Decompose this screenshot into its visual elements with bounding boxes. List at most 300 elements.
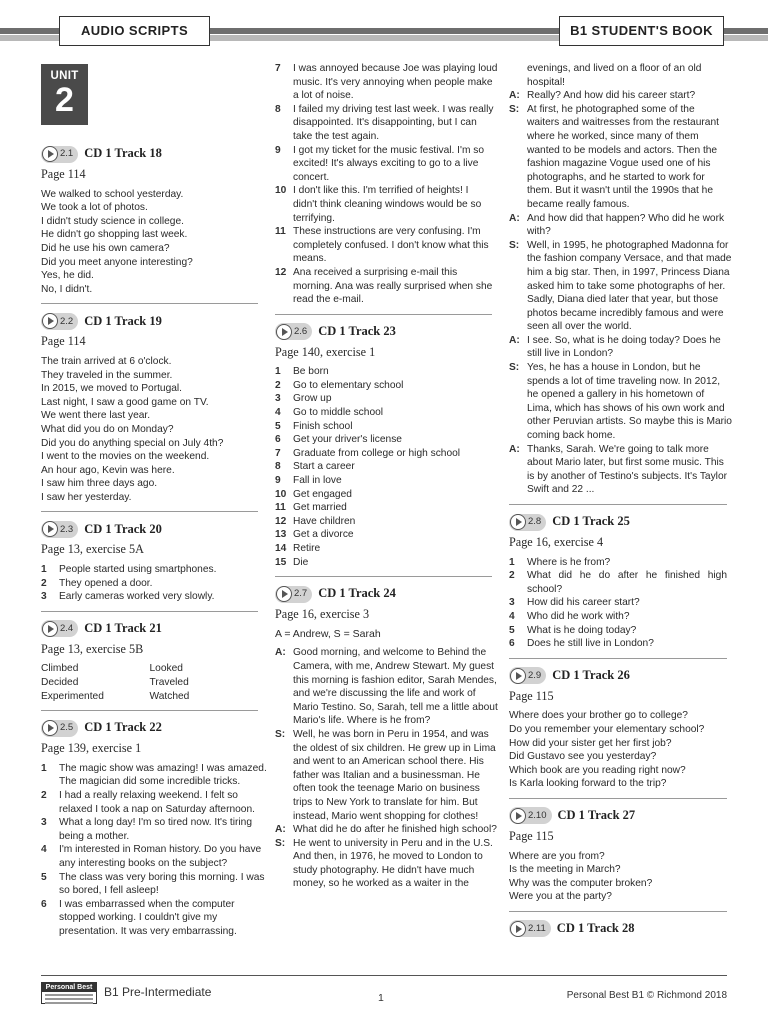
item-marker: 6: [41, 898, 47, 910]
item-text-line: being a mother.: [59, 830, 130, 842]
item-text-line: What did he do after he finished high school?: [293, 824, 497, 836]
item-text-line: I got my ticket for the music festival. I'm so: [293, 144, 485, 156]
script-line: An hour ago, Kevin was here.: [41, 464, 175, 476]
item-marker: 7: [275, 447, 281, 459]
unit-word: UNIT: [50, 70, 79, 82]
list-item: [509, 239, 732, 334]
list-item: [41, 577, 258, 591]
item-text: [293, 225, 492, 266]
list-item: [275, 542, 492, 556]
track-title: CD 1 Track 26: [552, 667, 630, 682]
personal-best-logo: [41, 982, 97, 1004]
item-marker: 5: [275, 420, 281, 432]
item-marker: 9: [275, 144, 281, 156]
track-title: CD 1 Track 18: [84, 146, 162, 161]
item-text-line: him a big star. Then, in 1997, Princess Diana: [527, 266, 730, 278]
script-line: Traveled: [149, 677, 189, 689]
item-text: Grow up: [293, 393, 332, 405]
script-line: The train arrived at 6 o'clock.: [41, 355, 172, 367]
item-text: Finish school: [293, 420, 353, 432]
item-marker: S:: [509, 362, 520, 374]
play-icon[interactable]: [42, 146, 58, 162]
script-line: evenings, and lived on a floor of an old: [527, 63, 702, 74]
script-line: Yes, he did.: [41, 270, 94, 282]
item-marker: A:: [509, 90, 520, 102]
page-reference: Page 115: [509, 828, 554, 843]
audio-pill[interactable]: 2.2: [41, 313, 78, 330]
audio-pill[interactable]: 2.11: [509, 920, 551, 937]
item-marker: 15: [275, 556, 287, 568]
item-text-line: Well, he was born in Peru in 1954, and was: [293, 728, 489, 740]
item-marker: 12: [275, 266, 287, 278]
list-item: [275, 488, 492, 502]
numbered-list: [509, 556, 727, 651]
item-text: [59, 843, 261, 870]
item-text: [59, 816, 258, 843]
list-item: [275, 515, 492, 529]
play-icon[interactable]: [510, 808, 526, 824]
item-text-line: and went to an American school there. His: [293, 756, 484, 768]
page-reference: Page 16, exercise 4: [509, 535, 604, 549]
list-item: [275, 144, 492, 185]
track-title: CD 1 Track 19: [84, 313, 162, 328]
item-marker: 1: [275, 366, 281, 378]
item-marker: 2: [275, 379, 281, 391]
list-item: [41, 843, 262, 870]
track-section-2-10: [509, 807, 727, 904]
script-line: Where does your brother go to college?: [509, 710, 688, 722]
script-line: He didn't go shopping last week.: [41, 229, 188, 241]
list-item: [275, 184, 492, 225]
play-icon[interactable]: [42, 313, 58, 329]
numbered-list: [41, 762, 267, 939]
list-item: [275, 420, 492, 434]
item-text: [293, 62, 497, 103]
list-item: [509, 443, 727, 497]
list-item: [275, 392, 492, 406]
list-item: [509, 334, 727, 361]
item-text-line: The class was very boring this morning. I was: [59, 871, 265, 883]
item-text: [59, 871, 265, 898]
script-line: Is the meeting in March?: [509, 864, 621, 876]
track-header: [41, 719, 258, 737]
item-text-line: wanted to be models and actors. Then the: [527, 144, 718, 156]
footer-divider: [41, 975, 727, 976]
script-lines: [41, 188, 258, 297]
item-text-line: morning. Ana was really surprised when she: [293, 280, 493, 292]
item-text-line: He went to university in Peru and in the U.S.: [293, 837, 493, 849]
track-title: CD 1 Track 22: [84, 720, 162, 735]
script-line: Climbed: [41, 663, 79, 675]
track-title: CD 1 Track 25: [552, 514, 630, 529]
list-item: [509, 596, 727, 610]
item-text: Where is he from?: [527, 556, 611, 568]
list-item: [275, 837, 492, 891]
script-line: Did you meet anyone interesting?: [41, 256, 193, 268]
item-marker: 10: [275, 185, 287, 197]
item-marker: A:: [275, 647, 286, 659]
item-text: [59, 898, 258, 939]
word-columns: [41, 662, 258, 703]
item-text-line: And then, in 1976, he moved to London to: [293, 851, 483, 863]
track-header: [275, 585, 492, 603]
play-icon[interactable]: [42, 521, 58, 537]
track-title: CD 1 Track 24: [318, 586, 396, 601]
item-text-line: didn't think cleaning windows would be so: [293, 198, 482, 210]
column-3: [509, 62, 732, 943]
item-text: [293, 103, 493, 144]
dialogue-continued-lines: [509, 62, 727, 89]
item-marker: 4: [41, 844, 47, 856]
divider: [509, 911, 727, 912]
track-header: [275, 323, 492, 341]
item-text-line: Mario's life. Where is he from?: [293, 715, 431, 727]
item-text: [527, 361, 732, 443]
divider: [41, 303, 258, 304]
item-text-line: Swift and 22 ...: [527, 484, 595, 496]
item-text-line: Sadly, Diana died later that year, but those: [527, 294, 719, 306]
item-text: Graduate from college or high school: [293, 447, 461, 459]
item-text-line: Yes, he has a house in London, but he: [527, 362, 701, 374]
divider: [275, 314, 492, 315]
item-text: [293, 184, 492, 225]
item-text: What did he do after he finished high school?: [527, 570, 727, 595]
item-text-line: At first, he photographed some of the: [527, 103, 695, 115]
item-marker: 5: [509, 624, 515, 636]
audio-pill[interactable]: 2.1: [41, 146, 78, 163]
list-item: [509, 569, 727, 596]
track-section-2-3: [41, 520, 258, 603]
item-text-line: became really famous.: [527, 198, 630, 210]
item-text-line: terrifying.: [293, 212, 335, 224]
dialogue-continued: [509, 89, 732, 497]
list-item: [275, 460, 492, 474]
track-section-2-5: [41, 719, 267, 938]
header-bar-left: [0, 28, 60, 42]
play-icon[interactable]: [510, 921, 526, 937]
item-text: Get engaged: [293, 488, 352, 500]
column-2: [275, 62, 498, 891]
word-column-right: [150, 662, 259, 703]
script-line: Decided: [41, 677, 79, 689]
item-text-line: I had a really relaxing weekend. I felt so: [59, 790, 238, 801]
list-item: [509, 637, 727, 651]
item-text-line: them. But it wasn't until the 1990s that he: [527, 185, 713, 197]
script-line: We went there last year.: [41, 410, 151, 422]
dialogue: [275, 646, 498, 891]
item-text-line: photos became incredibly famous and were: [527, 307, 724, 319]
play-icon[interactable]: [42, 621, 58, 637]
item-text-line: concert.: [293, 171, 330, 183]
script-lines: [41, 355, 258, 505]
item-text-line: I was annoyed because Joe was playing loud: [293, 63, 498, 74]
item-text: [293, 728, 496, 823]
script-line: Did you do anything special on July 4th?: [41, 437, 224, 449]
item-text: Early cameras worked very slowly.: [59, 591, 215, 603]
script-line: In 2015, we moved to Portugal.: [41, 383, 183, 395]
list-item: [41, 590, 258, 604]
item-text: [293, 266, 492, 307]
item-marker: 3: [275, 393, 281, 405]
item-text-line: money, so he worked as a waiter in the: [293, 878, 469, 890]
list-item: [41, 816, 258, 843]
item-text: Die: [293, 556, 309, 568]
script-lines: [509, 850, 727, 904]
item-text: Does he still live in London?: [527, 638, 654, 650]
script-line: I saw him three days ago.: [41, 478, 158, 490]
script-line: Experimented: [41, 690, 104, 702]
item-text: [59, 789, 258, 816]
script-line: Why was the computer broken?: [509, 877, 653, 889]
item-text: What is he doing today?: [527, 624, 637, 636]
audio-pill[interactable]: 2.7: [275, 586, 312, 603]
page-reference: Page 139, exercise 1: [41, 741, 142, 756]
list-item: [41, 563, 258, 577]
page-reference: Page 13, exercise 5A: [41, 542, 144, 557]
item-marker: A:: [509, 443, 520, 455]
divider: [509, 658, 727, 659]
list-item: [509, 610, 727, 624]
track-header: [509, 807, 727, 825]
divider: [509, 798, 727, 799]
item-marker: 4: [509, 610, 515, 622]
list-item: [275, 225, 492, 266]
item-text: Be born: [293, 366, 329, 378]
track-header: [509, 667, 727, 685]
list-item: [509, 89, 727, 103]
book-title-label: B1 STUDENT'S BOOK: [559, 16, 724, 46]
item-text: Who did he work with?: [527, 610, 630, 622]
list-item: [275, 728, 496, 823]
item-text-line: completely confused. I don't know what this: [293, 239, 489, 251]
script-line: Is Karla looking forward to the trip?: [509, 778, 667, 790]
item-text-line: often took the teenage Mario on business: [293, 783, 480, 795]
item-text: [293, 144, 492, 185]
page-reference: Page 16, exercise 3: [275, 607, 370, 622]
item-text-line: The magician did some incredible tricks.: [59, 776, 241, 788]
footer-copyright: Personal Best B1 © Richmond 2018: [566, 990, 727, 1001]
item-marker: A:: [275, 824, 286, 836]
track-header: [41, 312, 258, 330]
page-reference: Page 13, exercise 5B: [41, 641, 144, 656]
list-item: [41, 898, 258, 939]
script-line: Were you at the party?: [509, 891, 612, 903]
script-line: I didn't study science in college.: [41, 215, 184, 227]
track-title: CD 1 Track 21: [84, 621, 162, 636]
track-title: CD 1 Track 28: [556, 921, 635, 936]
item-marker: 1: [509, 556, 515, 568]
track-title: CD 1 Track 27: [557, 808, 636, 823]
page-reference: Page 114: [41, 167, 86, 181]
script-line: Watched: [149, 690, 190, 702]
numbered-list: [41, 563, 258, 604]
item-marker: 7: [275, 63, 281, 74]
item-text: [527, 239, 731, 334]
play-icon[interactable]: [42, 720, 58, 736]
item-text: People started using smartphones.: [59, 564, 217, 576]
item-text-line: Really? And how did his career start?: [527, 90, 696, 102]
track-section-2-7: [275, 585, 498, 891]
item-text-line: photographs, and he started to work for: [527, 171, 705, 183]
script-line: Did he use his own camera?: [41, 242, 170, 254]
item-text-line: trips to New York to translate for him. But: [293, 796, 478, 808]
item-marker: 11: [275, 226, 286, 238]
item-text-line: music. It's very annoying when people make: [293, 76, 493, 88]
item-text-line: spends a lot of time traveling now. In 2012,: [527, 375, 721, 387]
script-line: Last night, I saw a good game on TV.: [41, 396, 209, 408]
script-line: They traveled in the summer.: [41, 369, 173, 381]
item-marker: 2: [41, 577, 47, 589]
audio-pill[interactable]: 2.4: [41, 620, 78, 637]
divider: [41, 511, 258, 512]
item-marker: 1: [41, 762, 47, 774]
list-item: [275, 62, 498, 103]
play-icon[interactable]: [510, 514, 526, 530]
item-text-line: so bored, I fell asleep!: [59, 885, 159, 897]
list-item: [275, 433, 492, 447]
item-marker: A:: [509, 212, 520, 224]
list-item: [275, 447, 492, 461]
item-marker: 11: [275, 502, 286, 514]
item-text: [527, 89, 727, 103]
list-item: [509, 103, 727, 212]
script-line: Did Gustavo see you yesterday?: [509, 751, 657, 763]
script-line: Looked: [149, 663, 183, 675]
item-text-line: study photography. He didn't have much: [293, 864, 475, 876]
item-marker: A:: [509, 334, 520, 346]
item-text-line: excited! It's always exciting to go to a live: [293, 158, 479, 170]
item-text-line: read the e-mail.: [293, 294, 364, 306]
item-marker: S:: [509, 103, 520, 115]
word-column-left: [41, 662, 150, 703]
header-bar-middle: [210, 28, 559, 42]
item-text-line: fashion magazine Vogue used one of his: [527, 158, 711, 170]
header-bar-right: [724, 28, 768, 42]
item-text-line: I was embarrassed when the computer: [59, 898, 235, 910]
divider: [41, 611, 258, 612]
audio-pill[interactable]: 2.9: [509, 667, 546, 684]
logo-text: Personal Best: [42, 983, 96, 992]
footer-level: B1 Pre-Intermediate: [104, 985, 212, 999]
item-marker: 1: [41, 564, 47, 576]
item-text-line: any interesting books on the subject?: [59, 857, 228, 869]
item-marker: 14: [275, 543, 287, 554]
item-marker: 3: [509, 597, 515, 609]
item-marker: 3: [41, 817, 47, 829]
item-marker: 2: [509, 570, 515, 582]
list-item: [41, 871, 265, 898]
script-line: Where are you from?: [509, 850, 605, 862]
play-icon[interactable]: [510, 668, 526, 684]
item-text: [527, 334, 727, 361]
list-item: [275, 501, 492, 515]
track-section-2-4: [41, 620, 258, 703]
item-text-line: where he worked, since many of them: [527, 130, 699, 142]
item-text-line: I don't like this. I'm terrified of heights! I: [293, 185, 469, 197]
track-header: [41, 620, 258, 638]
item-marker: 8: [275, 461, 281, 473]
item-text-line: I failed my driving test last week. I was really: [293, 103, 494, 115]
script-line: We took a lot of photos.: [41, 202, 148, 214]
audio-pill[interactable]: 2.10: [509, 807, 552, 824]
item-text-line: stopped working. I couldn't give my: [59, 912, 218, 924]
script-lines: [509, 709, 727, 791]
item-marker: 4: [275, 407, 281, 419]
item-text: Get a divorce: [293, 529, 354, 541]
item-text-line: The magic show was amazing! I was amazed.: [59, 762, 267, 774]
track-title: CD 1 Track 20: [84, 521, 162, 536]
item-text-line: Well, in 1995, he photographed Madonna for: [527, 239, 729, 251]
item-text-line: still live in London?: [527, 348, 614, 360]
divider: [41, 710, 258, 711]
numbered-list-continued: [275, 62, 498, 307]
item-marker: 6: [275, 434, 281, 446]
item-text-line: take the test again.: [293, 130, 380, 142]
item-text-line: is by another of Testino's subjects. It's Taylor: [527, 470, 728, 482]
item-text-line: What a long day! I'm so tired now. It's tiring: [59, 817, 253, 829]
item-text-line: a lot of noise.: [293, 90, 354, 102]
track-header: [509, 920, 727, 938]
list-item: [275, 406, 492, 420]
item-text-line: and we're discussing the life and work of: [293, 688, 476, 700]
numbered-list: [275, 365, 492, 569]
audio-pill[interactable]: 2.8: [509, 514, 546, 531]
item-text-line: presentation. It was very embarrassing.: [59, 925, 237, 937]
page-reference: Page 115: [509, 688, 554, 703]
item-marker: 12: [275, 515, 287, 527]
item-text-line: And how did that happen? Who did he work: [527, 212, 725, 224]
list-item: [275, 474, 492, 488]
item-text: [527, 212, 727, 239]
audio-pill[interactable]: 2.3: [41, 521, 78, 538]
item-text-line: father was Italian and a businessman. He: [293, 769, 480, 781]
item-text: Go to middle school: [293, 407, 384, 419]
item-marker: 6: [509, 638, 515, 650]
track-section-2-8: [509, 513, 727, 651]
list-item: [275, 103, 492, 144]
item-marker: 3: [41, 591, 47, 603]
track-header: [41, 145, 258, 163]
audio-pill[interactable]: 2.6: [275, 323, 312, 340]
item-marker: 2: [41, 790, 47, 801]
divider: [275, 576, 492, 577]
item-text: Go to elementary school: [293, 379, 404, 391]
play-icon[interactable]: [276, 586, 292, 602]
item-text: Fall in love: [293, 475, 342, 487]
page-reference: Page 140, exercise 1: [275, 344, 376, 359]
list-item: [275, 365, 492, 379]
item-text-line: means.: [293, 253, 327, 265]
item-text-line: Ana received a surprising e-mail this: [293, 266, 458, 278]
script-line: No, I didn't.: [41, 283, 93, 295]
item-text: [527, 103, 727, 212]
item-text-line: Lima, which has shows of his own work and: [527, 402, 725, 414]
play-icon[interactable]: [276, 324, 292, 340]
item-text-line: about Mario later, but first some music. This: [527, 457, 724, 469]
item-marker: 10: [275, 488, 287, 500]
page-reference: Page 114: [41, 334, 86, 349]
item-text-line: disappointed. It's disappointing, but I can: [293, 117, 477, 129]
list-item: [275, 823, 497, 837]
item-text-line: the oldest of six children. He grew up in Lima: [293, 742, 496, 754]
page-number: 1: [378, 992, 384, 1004]
list-item: [509, 212, 727, 239]
audio-pill[interactable]: 2.5: [41, 720, 78, 737]
item-text-line: I'm interested in Roman history. Do you have: [59, 844, 262, 856]
track-section-2-2: [41, 312, 258, 504]
item-text-line: instead, Mario went shopping for clothes!: [293, 810, 479, 822]
item-text-line: coming back home.: [527, 430, 616, 442]
